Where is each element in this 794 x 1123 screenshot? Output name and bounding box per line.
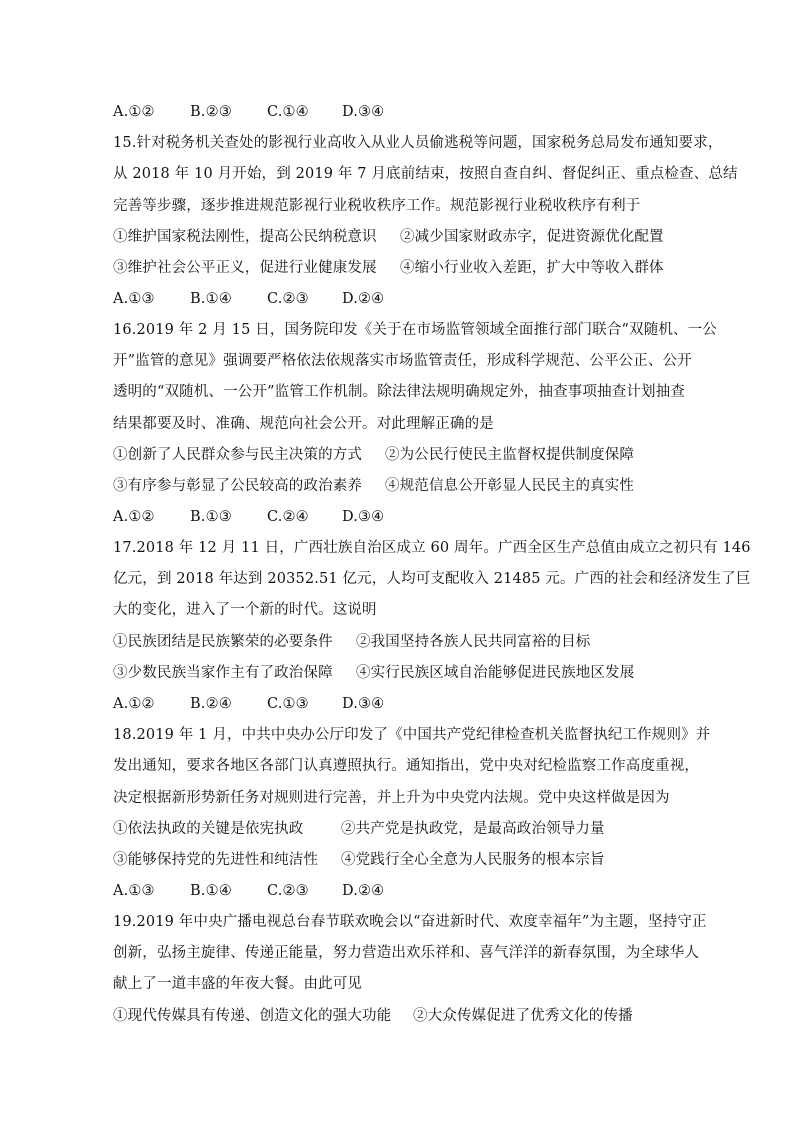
q14-answer-d: D.③④ <box>342 104 385 120</box>
q16-option-4: ④规范信息公开彰显人民民主的真实性 <box>385 478 635 494</box>
q18-option-3: ③能够保持党的先进性和纯洁性 <box>113 852 319 868</box>
q16-option-1: ①创新了人民群众参与民主决策的方式 <box>113 447 363 463</box>
q18-stem-line-1: 18.2019 年 1 月，中共中央办公厅印发了《中国共产党纪律检查机关监督执纪工作规则》并 <box>113 727 711 743</box>
q15-answer-b: B.①④ <box>190 291 232 307</box>
q15-answer-c: C.②③ <box>267 291 309 307</box>
q16-option-3: ③有序参与彰显了公民较高的政治素养 <box>113 478 363 494</box>
q18-option-2: ②共产党是执政党，是最高政治领导力量 <box>341 821 605 837</box>
q15-stem-line-2: 从 2018 年 10 月开始，到 2019 年 7 月底前结束，按照自查自纠、督促纠正、重点检查、总结 <box>113 166 738 182</box>
q16-answer-d: D.③④ <box>342 509 385 525</box>
q15-option-3: ③维护社会公平正义，促进行业健康发展 <box>113 260 377 276</box>
q15-option-4: ④缩小行业收入差距，扩大中等收入群体 <box>400 260 664 276</box>
q16-answer-c: C.②④ <box>267 509 309 525</box>
q16-answer-a: A.①② <box>113 509 155 525</box>
q18-option-4: ④党践行全心全意为人民服务的根本宗旨 <box>341 852 605 868</box>
q16-stem-line-3: 透明的“双随机、一公开”监管工作机制。除法律法规明确规定外，抽查事项抽查计划抽查 <box>113 384 685 400</box>
q17-option-3: ③少数民族当家作主有了政治保障 <box>113 665 333 681</box>
q16-stem-line-4: 结果都要及时、准确、规范向社会公开。对此理解正确的是 <box>113 416 494 432</box>
q15-stem-line-1: 15.针对税务机关查处的影视行业高收入从业人员偷逃税等问题，国家税务总局发布通知要求， <box>113 135 723 151</box>
q18-answer-d: D.②④ <box>342 883 385 899</box>
q19-stem-line-2: 创新，弘扬主旋律、传递正能量，努力营造出欢乐祥和、喜气洋洋的新春氛围，为全球华人 <box>113 945 699 961</box>
q17-answer-d: D.③④ <box>342 696 385 712</box>
q14-answer-b: B.②③ <box>190 104 232 120</box>
q16-stem-line-2: 开”监管的意见》强调要严格依法依规落实市场监管责任，形成科学规范、公平公正、公开 <box>113 353 692 369</box>
q19-stem-line-3: 献上了一道丰盛的年夜大餐。由此可见 <box>113 976 363 992</box>
q15-answer-d: D.②④ <box>342 291 385 307</box>
q17-option-1: ①民族团结是民族繁荣的必要条件 <box>113 634 333 650</box>
q15-option-2: ②减少国家财政赤字，促进资源优化配置 <box>400 229 664 245</box>
q15-option-1: ①维护国家税法刚性，提高公民纳税意识 <box>113 229 377 245</box>
q14-answer-a: A.①② <box>113 104 155 120</box>
q16-option-2: ②为公民行使民主监督权提供制度保障 <box>385 447 635 463</box>
q17-answer-b: B.②④ <box>190 696 232 712</box>
q15-answer-a: A.①③ <box>113 291 155 307</box>
q18-stem-line-3: 决定根据新形势新任务对规则进行完善，并上升为中央党内法规。党中央这样做是因为 <box>113 790 670 806</box>
q18-answer-c: C.②③ <box>267 883 309 899</box>
q15-stem-line-3: 完善等步骤，逐步推进规范影视行业税收秩序工作。规范影视行业税收秩序有利于 <box>113 198 641 214</box>
q17-answer-c: C.①③ <box>267 696 309 712</box>
q18-stem-line-2: 发出通知，要求各地区各部门认真遵照执行。通知指出，党中央对纪检监察工作高度重视， <box>113 758 699 774</box>
q17-stem-line-1: 17.2018 年 12 月 11 日，广西壮族自治区成立 60 周年。广西全区生产总值由成立之初只有 146 <box>113 540 751 556</box>
q16-answer-b: B.①③ <box>190 509 232 525</box>
q17-option-2: ②我国坚持各族人民共同富裕的目标 <box>356 634 591 650</box>
q14-answer-c: C.①④ <box>267 104 309 120</box>
q19-option-1: ①现代传媒具有传递、创造文化的强大功能 <box>113 1008 392 1024</box>
q17-option-4: ④实行民族区域自治能够促进民族地区发展 <box>356 665 635 681</box>
q17-answer-a: A.①② <box>113 696 155 712</box>
q17-stem-line-2: 亿元，到 2018 年达到 20352.51 亿元，人均可支配收入 21485 元。广西的社会和经济发生了巨 <box>113 571 751 587</box>
q16-stem-line-1: 16.2019 年 2 月 15 日，国务院印发《关于在市场监管领域全面推行部门联合“双随机、一公 <box>113 322 717 338</box>
q18-answer-b: B.①④ <box>190 883 232 899</box>
q19-option-2: ②大众传媒促进了优秀文化的传播 <box>413 1008 633 1024</box>
q18-answer-a: A.①③ <box>113 883 155 899</box>
q19-stem-line-1: 19.2019 年中央广播电视总台春节联欢晚会以“奋进新时代、欢度幸福年”为主题，坚持守正 <box>113 914 707 930</box>
q18-option-1: ①依法执政的关键是依宪执政 <box>113 821 304 837</box>
q17-stem-line-3: 大的变化，进入了一个新的时代。这说明 <box>113 602 377 618</box>
